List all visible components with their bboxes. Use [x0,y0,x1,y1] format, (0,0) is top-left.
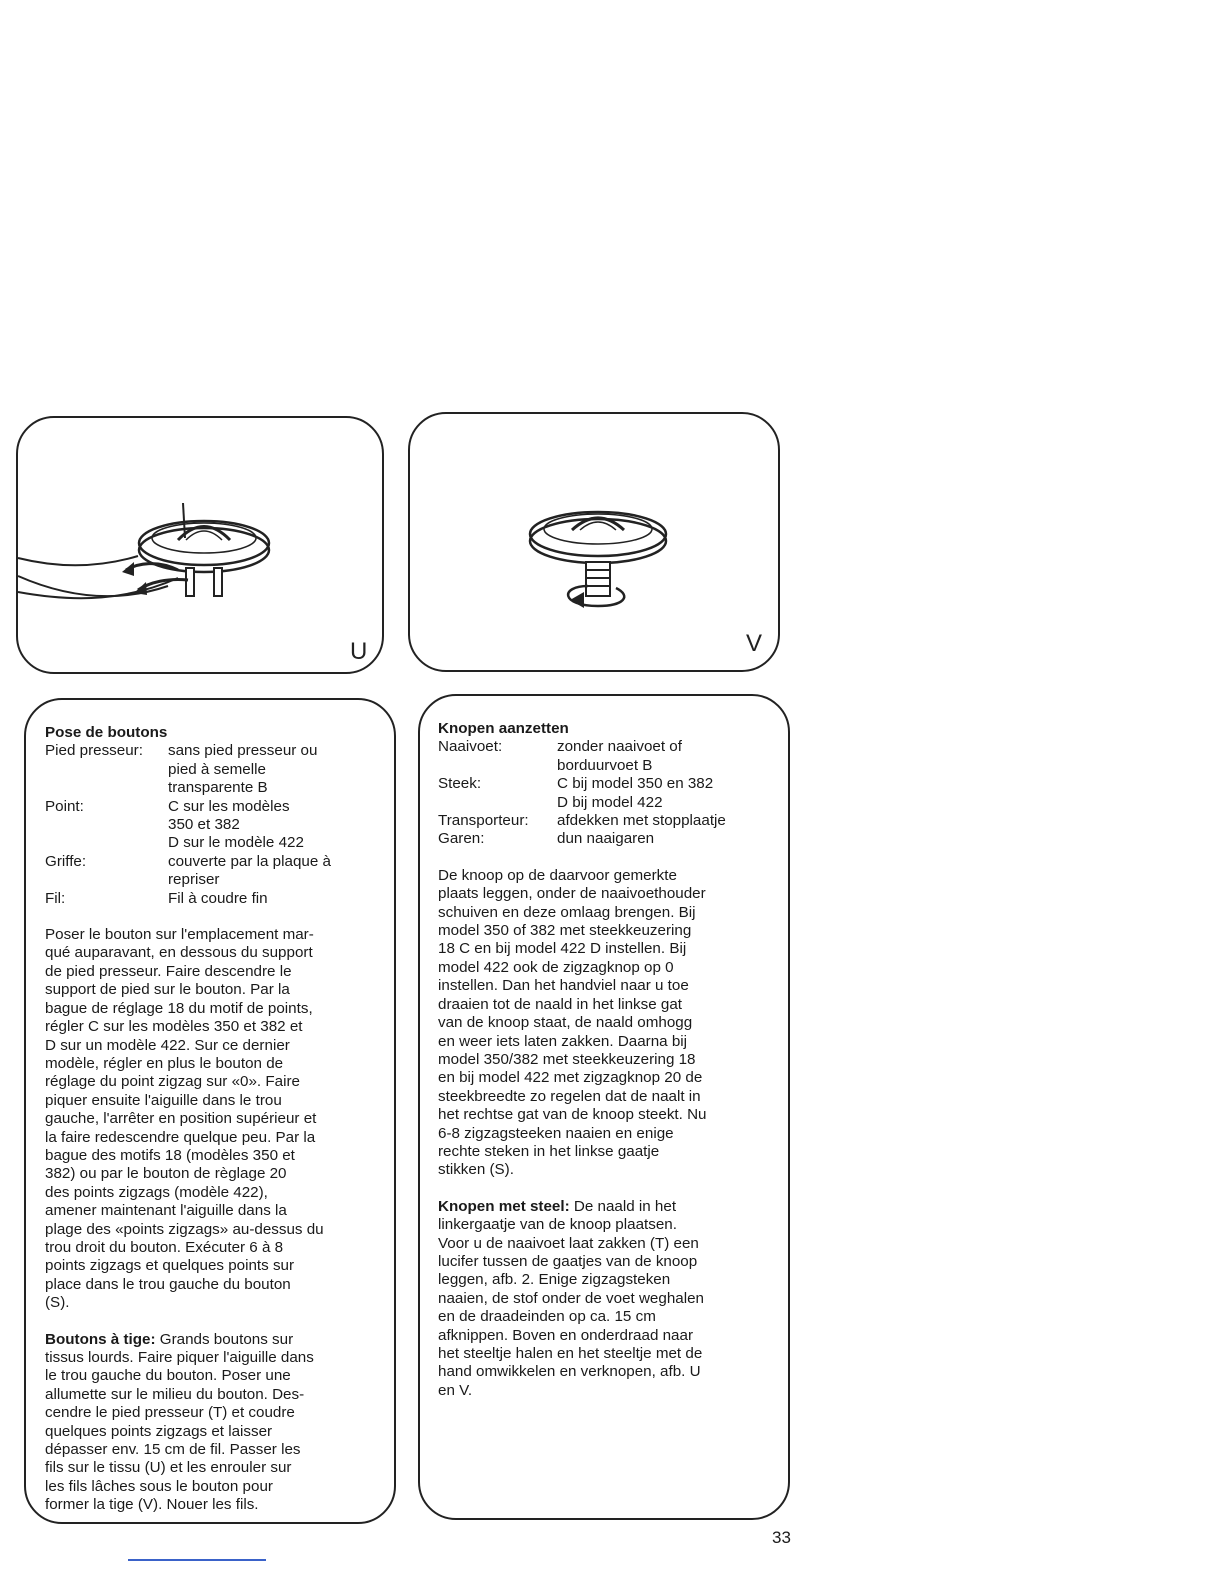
button-shank-illustration [410,414,782,674]
french-shank-heading: Boutons à tige: [45,1330,156,1348]
figure-panel-u [16,416,384,674]
dutch-body: De knoop op de daarvoor gemerkte plaats leggen, onder de naaivoethouder schuiven en deze omlaag brengen. Bij model 350 of 382 met steekkeuzering 18 C en bij model 422 D instellen. Bij model 422 ook de zigzagknop op 0 instellen. Dan het handviel naar u toe draaien tot de naald in het linkse gat van de knoop staat, de naald omhogg en weer iets laten zakken. Daarna bij model 350/382 met steekkeuzering 18 en bij model 422 met zigzagknop 20 de steekbreedte zo regelen dat de naalt in het rechtse gat van de knoop steekt. Nu 6-8 zigzagsteeken naaien en enige rechte steken in het linkse gaatje stikken (S). [438,866,707,1179]
dutch-spec-key: Steek: [438,775,482,793]
dutch-text [438,720,778,1400]
dutch-shank-heading: Knopen met steel: [438,1197,570,1215]
french-spec-key: Fil: [45,889,66,907]
page-number: 33 [772,1528,791,1547]
french-shank-body: Grands boutons sur tissus lourds. Faire piquer l'aiguille dans le trou gauche du bouton. Poser une allumette sur le milieu du bouton. Des- cendre le pied presseur (T) et coudre quelques points zigzags et laisser dépasser env. 15 cm de fil. Passer les fils sur le tissu (U) et les enrouler sur les fils lâches sous le bouton pour former la tige (V). Nouer les fils. [45,1330,314,1514]
figure-label-u: U [350,638,368,665]
french-spec-key: Griffe: [45,852,87,870]
dutch-spec-value: zonder naaivoet of borduurvoet B [557,738,682,774]
dutch-shank-body: De naald in het linkergaatje van de knoop plaatsen. Voor u de naaivoet laat zakken (T) een lucifer tussen de gaatjes van de knoop leggen, afb. 2. Enige zigzagsteken naaien, de stof onder de voet weghalen en de draadeinden op ca. 15 cm afknippen. Boven en onderdraad naar het steeltje halen en het steeltje met de hand omwikkelen en verknopen, afb. U en V. [438,1197,704,1399]
french-body: Poser le bouton sur l'emplacement mar- qué auparavant, en dessous du support de pied presseur. Faire descendre le support de pied sur le bouton. Par la bague de réglage 18 du motif de points, régler C sur les modèles 350 et 382 et D sur un modèle 422. Sur ce dernier modèle, régler en plus le bouton de réglage du point zigzag sur «0». Faire piquer ensuite l'aiguille dans le trou gauche, l'arrêter en position supérieur et la faire redescendre quelque peu. Par la bague des motifs 18 (modèles 350 et 382) ou par le bouton de règlage 20 des points zigzags (modèle 422), amener maintenant l'aiguille dans la plage des «points zigzags» au-dessus du trou droit du bouton. Exécuter 6 à 8 points zigzags et quelques points sur place dans le trou gauche du bouton (S). [45,926,324,1312]
dutch-spec-key: Naaivoet: [438,738,503,756]
dutch-spec-value: dun naaigaren [557,830,655,848]
dutch-spec-value: afdekken met stopplaatje [557,812,726,830]
footer-link-underline [128,1559,266,1561]
french-spec-value: Fil à coudre fin [168,889,268,907]
french-shank-paragraph [45,1331,381,1515]
french-spec-table [45,742,381,908]
french-spec-key: Point: [45,797,84,815]
french-spec-key: Pied presseur: [45,742,143,760]
figure-panel-v [408,412,780,672]
french-spec-value: couverte par la plaque à repriser [168,852,331,889]
french-spec-value: C sur les modèles 350 et 382 D sur le modèle 422 [168,797,304,852]
dutch-spec-key: Garen: [438,830,485,848]
dutch-shank-paragraph [438,1198,778,1400]
dutch-spec-key: Transporteur: [438,812,529,830]
french-spec-value: sans pied presseur ou pied à semelle transparente B [168,742,318,797]
french-title: Pose de boutons [45,724,168,741]
button-thread-illustration [18,418,386,676]
french-text [45,724,381,1515]
dutch-title: Knopen aanzetten [438,720,569,737]
dutch-spec-table [438,738,778,848]
figure-label-v: V [746,630,763,657]
dutch-spec-value: C bij model 350 en 382 D bij model 422 [557,775,714,811]
